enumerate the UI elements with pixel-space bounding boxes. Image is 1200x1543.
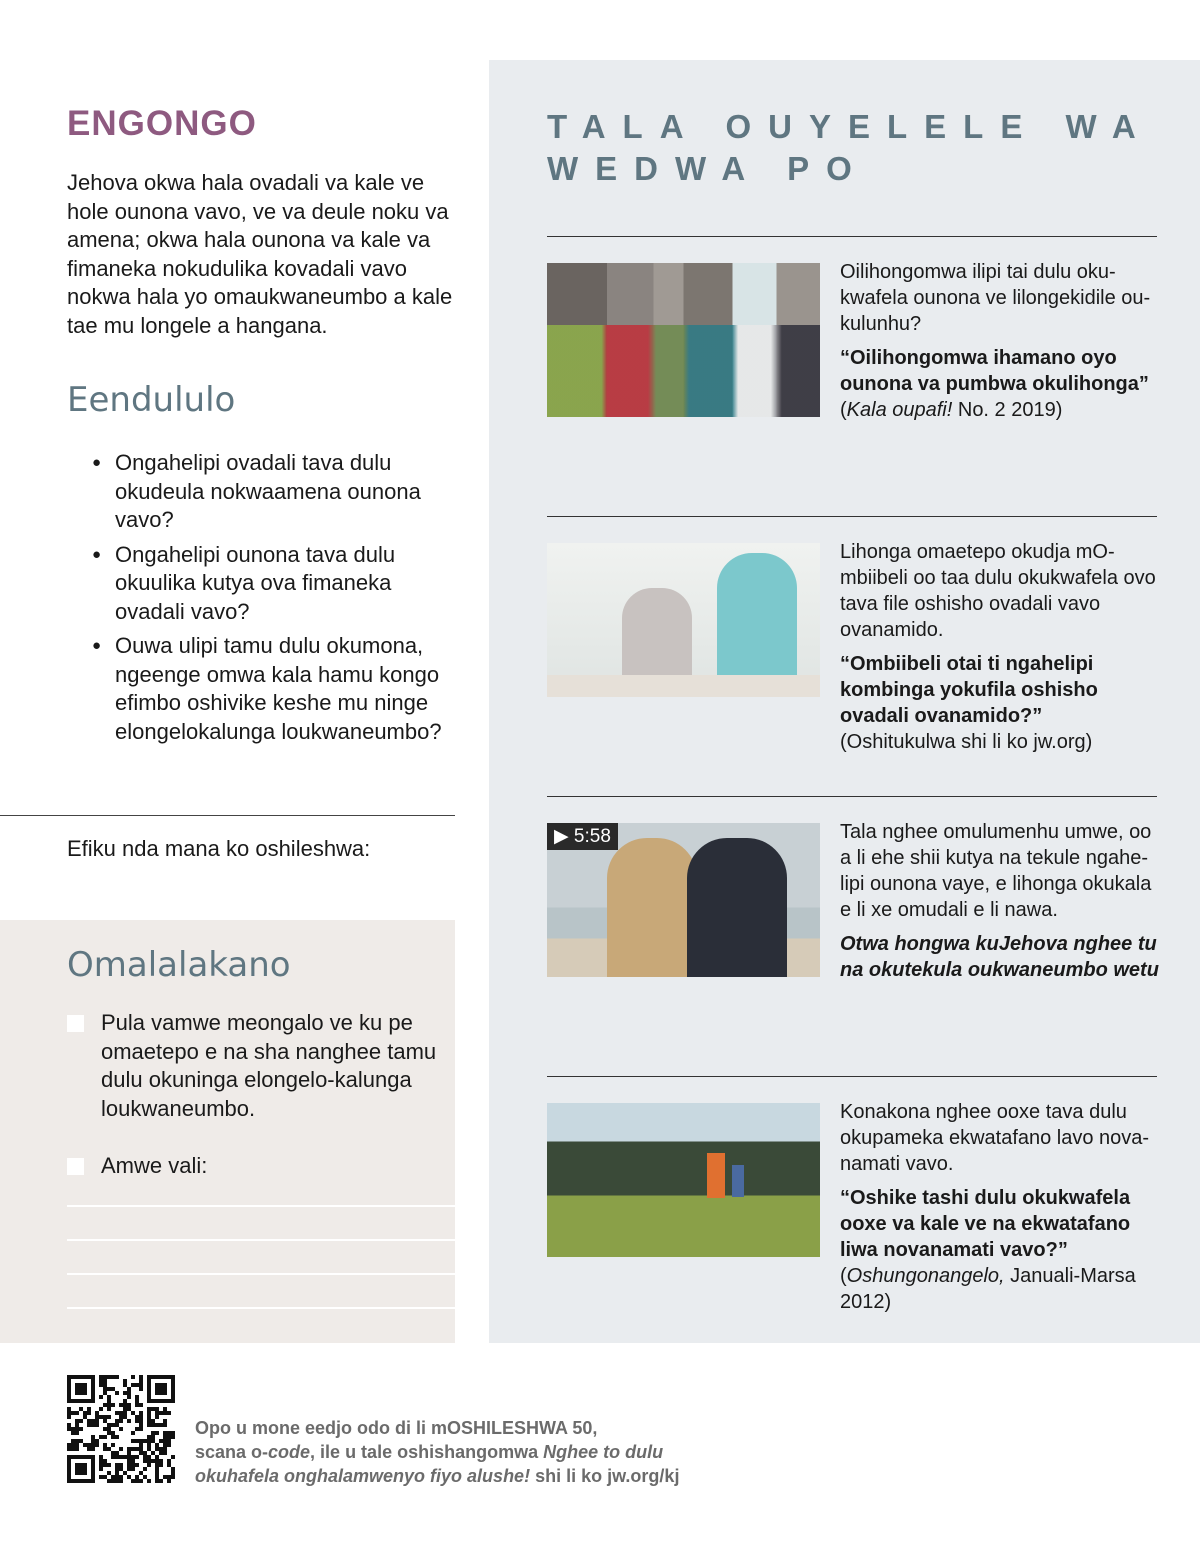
goals-heading: Omalalakano [67,945,291,985]
resource-link[interactable]: “Oshike tashi dulu okukwafela ooxe va kale ve na ekwatafano liwa novanamati vavo?” [840,1187,1131,1261]
resource-source: (Oshitukulwa shi li ko jw.org) [840,731,1093,753]
resource-description: Oilihongomwa ilipi tai dulu oku-kwafela ounona ve lilongekidile ou-kulunhu? [840,261,1151,335]
video-duration-badge: ▶ 5:58 [547,823,618,850]
lesson-title: ENGONGO [67,104,257,143]
elderly-care-image[interactable] [547,543,820,697]
question-item: ● Ongahelipi ounona tava dulu okuulika kutya ova fimaneka ovadali vavo? [92,541,462,627]
writing-line[interactable] [67,1307,455,1309]
children-image[interactable] [547,263,820,417]
goal-item[interactable] [67,1152,447,1181]
questions-list [92,449,462,752]
resource-description: Tala nghee omulumenhu umwe, oo a li ehe shii kutya na tekule ngahe-lipi ounona vaye, e lihonga okukala e li xe omudali e li nawa. [840,821,1152,921]
goal-text: Amwe vali: [101,1153,208,1178]
completion-date-label: Efiku nda mana ko oshileshwa: [67,836,371,861]
divider [547,516,1157,517]
resource-link[interactable]: “Ombiibeli otai ti ngahelipi kombinga yokufila oshisho ovadali ovanamido?” [840,653,1098,727]
divider [547,236,1157,237]
further-reading-title: TALA OUYELELE WA WEDWA PO [547,108,1152,187]
checkbox[interactable] [67,1158,84,1175]
resource-description: Konakona nghee ooxe tava dulu okupameka ekwatafano lavo nova-namati vavo. [840,1101,1150,1175]
question-item: ● Ouwa ulipi tamu dulu okumona, ngeenge omwa kala hamu kongo efimbo oshivike keshe mu ninge elongelokalunga loukwaneumbo? [92,632,462,746]
writing-line[interactable] [67,1205,455,1207]
questions-heading: Eendululo [67,380,236,420]
goal-text: Pula vamwe meongalo ve ku pe omaetepo e na sha nanghee tamu dulu okuninga elongelo-kalunga loukwaneumbo. [101,1010,437,1121]
goals-box [0,920,455,1343]
qr-code[interactable] [67,1375,175,1483]
divider [547,1076,1157,1077]
question-item: ● Ongahelipi ovadali tava dulu okudeula nokwaamena ounona vavo? [92,449,462,535]
resource-link[interactable]: “Oilihongomwa ihamano oyo ounona va pumbwa okulihonga” [840,347,1149,395]
divider [547,796,1157,797]
video-thumbnail[interactable] [547,823,820,977]
resource-source: (Kala oupafi! No. 2 2019) [840,399,1063,421]
resource-item [840,259,1160,423]
writing-line[interactable] [67,1273,455,1275]
checkbox[interactable] [67,1015,84,1032]
resource-item [840,819,1160,983]
resource-source: (Oshungonangelo, Januali-Marsa 2012) [840,1265,1136,1313]
resource-description: Lihonga omaetepo okudja mO-mbiibeli oo taa dulu okukwafela ovo tava file oshisho ovadali vavo ovanamido. [840,541,1156,641]
resource-item [840,539,1160,755]
video-link[interactable]: Otwa hongwa kuJehova nghee tu na okutekula oukwaneumbo wetu [840,933,1159,981]
goal-item[interactable] [67,1009,447,1123]
writing-line[interactable] [67,1239,455,1241]
divider [0,815,455,816]
resource-item [840,1099,1160,1315]
intro-paragraph: Jehova okwa hala ovadali va kale ve hole ounona vavo, ve va deule noku va amena; okwa hala ounona va kale va fimaneka nokudulika kovadali vavo nokwa hala yo omaukwaneumbo a kale tae mu longele a hangana. [67,170,453,338]
footer-note: Opo u mone eedjo odo di li mOSHILESHWA 50, scana o-code, ile u tale oshishangomwa Nghee to dulu okuhafela onghalamwenyo fiyo alushe! shi li ko jw.org/kj [195,1418,680,1486]
father-son-image[interactable] [547,1103,820,1257]
play-icon: ▶ [554,826,569,847]
